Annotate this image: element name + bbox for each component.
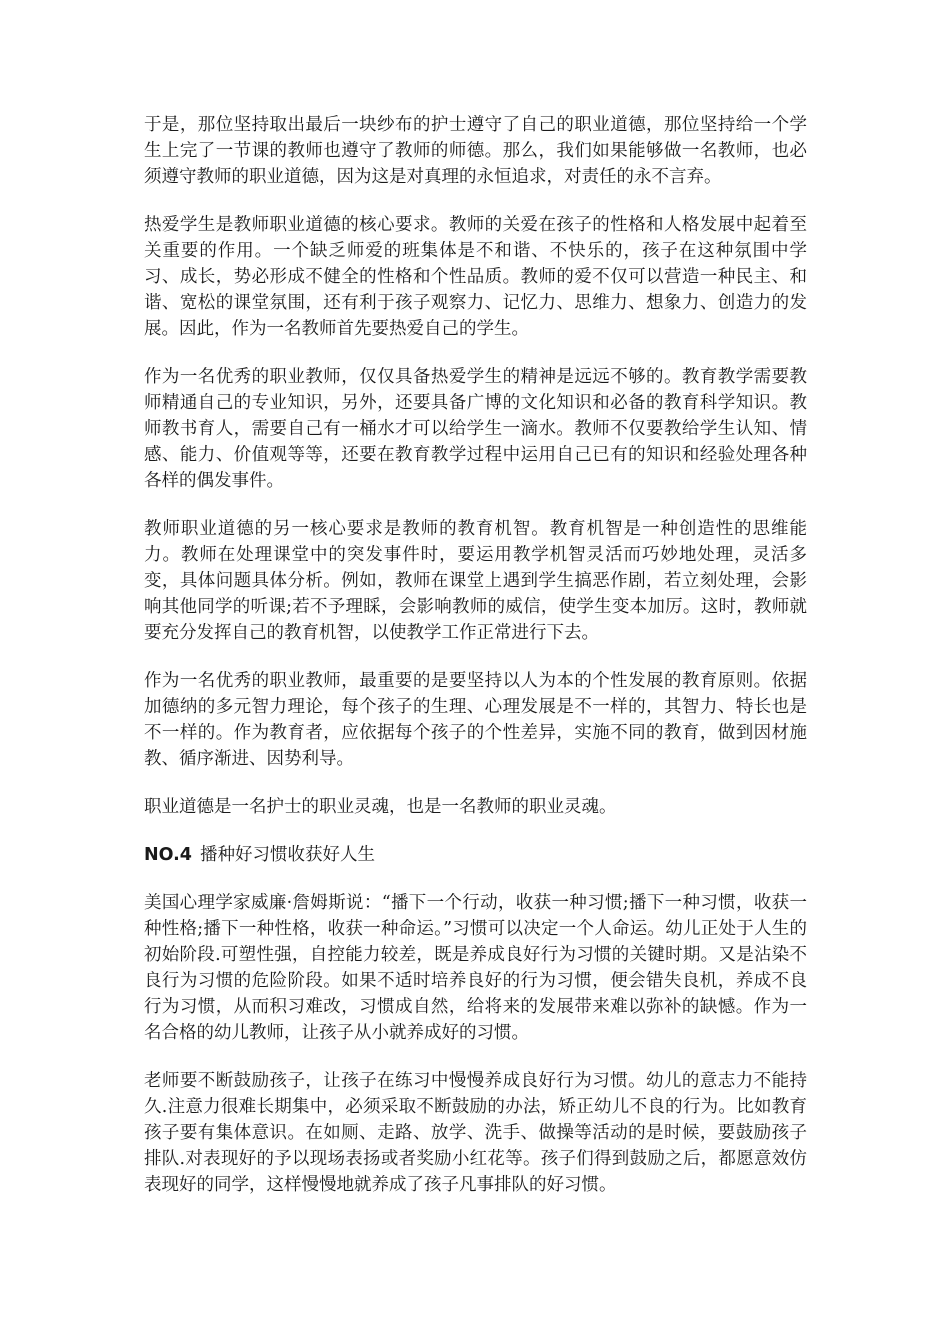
section-title: 播种好习惯收获好人生: [199, 845, 375, 865]
paragraph-encourage-children: 老师要不断鼓励孩子，让孩子在练习中慢慢养成良好行为习惯。幼儿的意志力不能持久.注意力很难长期集中，必须采取不断鼓励的办法，矫正幼儿不良的行为。比如教育孩子要有集体意识。在如厕、走路、放学、洗手、做操等活动的是时候，要鼓励孩子排队.对表现好的予以现场表扬或者奖励小红花等。孩子们得到鼓励之后，都愿意效仿表现好的同学，这样慢慢地就养成了孩子凡事排队的好习惯。: [144, 1071, 807, 1195]
section-number: NO.4: [144, 845, 192, 865]
paragraph-love-students: 热爱学生是教师职业道德的核心要求。教师的关爱在孩子的性格和人格发展中起着至关重要的作用。一个缺乏师爱的班集体是不和谐、不快乐的，孩子在这种氛围中学习、成长，势必形成不健全的性格和个性品质。教师的爱不仅可以营造一种民主、和谐、宽松的课堂氛围，还有利于孩子观察力、记忆力、思维力、想象力、创造力的发展。因此，作为一名教师首先要热爱自己的学生。: [144, 215, 807, 339]
section-heading: [144, 842, 807, 868]
document-page: [144, 112, 807, 1220]
paragraph-william-james-quote: 美国心理学家威廉·詹姆斯说：“播下一个行动，收获一种习惯;播下一种习惯，收获一种性格;播下一种性格，收获一种命运。”习惯可以决定一个人命运。幼儿正处于人生的初始阶段.可塑性强，自控能力较差，既是养成良好行为习惯的关键时期。又是沾染不良行为习惯的危险阶段。如果不适时培养良好的行为习惯，便会错失良机，养成不良行为习惯，从而积习难改，习惯成自然，给将来的发展带来难以弥补的缺憾。作为一名合格的幼儿教师，让孩子从小就养成好的习惯。: [144, 893, 807, 1043]
paragraph-professional-soul: 职业道德是一名护士的职业灵魂，也是一名教师的职业灵魂。: [144, 797, 617, 817]
paragraph-individual-development: 作为一名优秀的职业教师，最重要的是要坚持以人为本的个性发展的教育原则。依据加德纳的多元智力理论，每个孩子的生理、心理发展是不一样的，其智力、特长也是不一样的。作为教育者，应依据每个孩子的个性差异，实施不同的教育，做到因材施教、循序渐进、因势利导。: [144, 671, 807, 769]
paragraph-educational-wit: 教师职业道德的另一核心要求是教师的教育机智。教育机智是一种创造性的思维能力。教师在处理课堂中的突发事件时，要运用教学机智灵活而巧妙地处理，灵活多变，具体问题具体分析。例如，教师在课堂上遇到学生搞恶作剧，若立刻处理，会影响其他同学的听课;若不予理睬，会影响教师的威信，使学生变本加厉。这时，教师就要充分发挥自己的教育机智，以使教学工作正常进行下去。: [144, 519, 807, 643]
paragraph-professional-knowledge: 作为一名优秀的职业教师，仅仅具备热爱学生的精神是远远不够的。教育教学需要教师精通自己的专业知识，另外，还要具备广博的文化知识和必备的教育科学知识。教师教书育人，需要自己有一桶水才可以给学生一滴水。教师不仅要教给学生认知、情感、能力、价值观等等，还要在教育教学过程中运用自己已有的知识和经验处理各种各样的偶发事件。: [144, 367, 807, 491]
paragraph-nurse-teacher-ethics: 于是，那位坚持取出最后一块纱布的护士遵守了自己的职业道德，那位坚持给一个学生上完了一节课的教师也遵守了教师的师德。那么，我们如果能够做一名教师，也必须遵守教师的职业道德，因为这是对真理的永恒追求，对责任的永不言弃。: [144, 115, 807, 187]
